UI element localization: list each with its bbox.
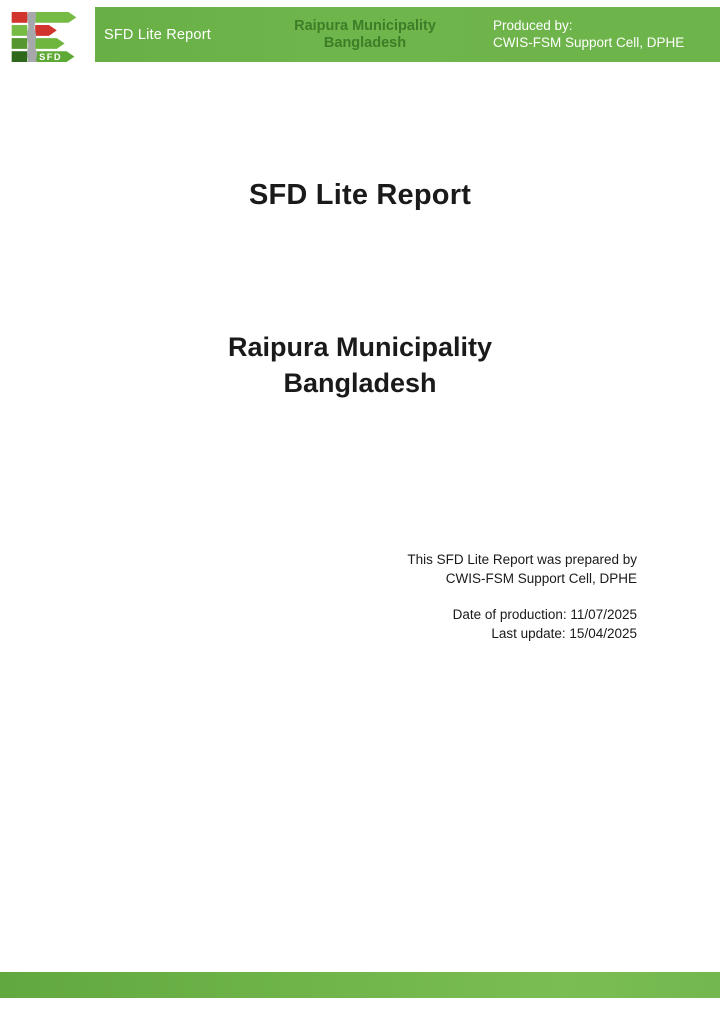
header-produced-by-label: Produced by: xyxy=(493,18,573,33)
page-subtitle xyxy=(0,329,720,401)
prepared-by-line1: This SFD Lite Report was prepared by xyxy=(407,552,637,567)
prepared-by-block xyxy=(407,551,637,643)
logo-sfd-text: SFD xyxy=(39,52,63,62)
page-title: SFD Lite Report xyxy=(248,179,472,211)
header-produced-by-value: CWIS-FSM Support Cell, DPHE xyxy=(493,34,685,50)
logo-gray-band xyxy=(27,12,37,62)
header-bar xyxy=(95,7,720,62)
last-update-label: Last update: xyxy=(491,625,566,641)
page-subtitle-line1: Raipura Municipality xyxy=(227,332,493,362)
header-location-line2: Bangladesh xyxy=(323,34,407,51)
last-update-value: 15/04/2025 xyxy=(569,625,637,641)
footer-bar xyxy=(0,972,720,998)
prepared-by-spacer xyxy=(407,588,637,606)
date-of-production-label: Date of production: xyxy=(452,607,567,622)
header-report-label: SFD Lite Report xyxy=(104,26,211,43)
header-location xyxy=(240,7,490,62)
header-produced-by xyxy=(493,7,684,62)
prepared-by-line2: CWIS-FSM Support Cell, DPHE xyxy=(445,570,637,586)
last-update-line xyxy=(407,625,637,644)
date-of-production-value: 11/07/2025 xyxy=(570,607,637,622)
sfd-logo xyxy=(11,12,79,62)
page-subtitle-line2: Bangladesh xyxy=(283,368,437,398)
header-location-line1: Raipura Municipality xyxy=(294,18,436,34)
date-of-production-line xyxy=(407,606,637,625)
